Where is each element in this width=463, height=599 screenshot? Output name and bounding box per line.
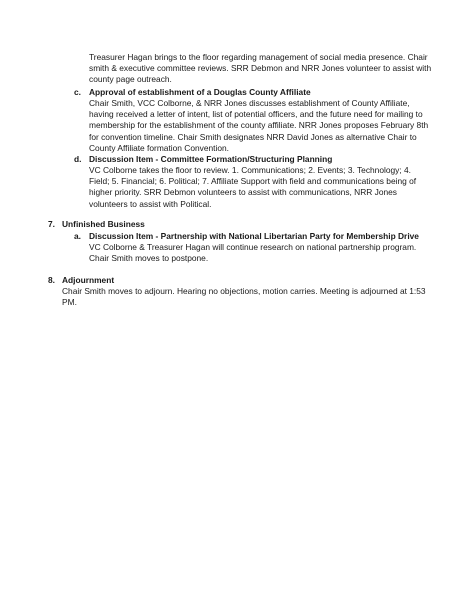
- item-c-body: [89, 98, 428, 154]
- section-7a-body: [89, 242, 416, 264]
- section-7a-heading: [89, 231, 419, 242]
- text-line: VC Colborne & Treasurer Hagan will continue research on national partnership program.: [89, 242, 417, 252]
- section-8-marker: 8.: [48, 275, 55, 285]
- item-d-title-text: Discussion Item - Committee Formation/Structuring Planning: [89, 154, 333, 164]
- text-line: higher priority. SRR Debmon volunteers to assist with communications, NRR Jones: [89, 187, 397, 198]
- text-line: smith & executive committee reviews. SRR Debmon and NRR Jones volunteer to assist with: [89, 63, 432, 74]
- item-d-marker: d.: [74, 154, 82, 164]
- item-c-heading: [74, 87, 81, 98]
- item-d-heading: [74, 154, 81, 165]
- item-c-title: [89, 87, 311, 98]
- text-line: county page outreach.: [89, 74, 172, 85]
- text-line: volunteers to assist with Political.: [89, 198, 212, 209]
- section-7-marker: 7.: [48, 219, 55, 229]
- section-7a-marker-wrap: [74, 231, 81, 242]
- item-c-title-text: Approval of establishment of a Douglas County Affiliate: [89, 87, 311, 97]
- section-8-body: [62, 286, 426, 308]
- item-d-body: [89, 165, 416, 210]
- text-line: membership for the establishment of the county affiliate. NRR Jones proposes February 8th: [89, 120, 429, 131]
- text-line: Chair Smith moves to postpone.: [89, 253, 209, 264]
- item-c-marker: c.: [74, 87, 81, 97]
- section-7-heading: [62, 219, 145, 230]
- text-line: Chair Smith moves to adjourn. Hearing no objections, motion carries. Meeting is adjourned at 1:53: [62, 286, 426, 296]
- text-line: having received a letter of intent, list of potential officers, and the future need for mailing to: [89, 109, 423, 120]
- section-7a-marker: a.: [74, 231, 81, 241]
- text-line: for convention timeline. Chair Smith designates NRR David Jones as alternative Chair to: [89, 131, 417, 142]
- item-d-title: [89, 154, 332, 165]
- text-line: VC Colborne takes the floor to review. 1. Communications; 2. Events; 3. Technology; 4.: [89, 165, 411, 175]
- section-8-title: Adjournment: [62, 275, 115, 285]
- text-line: Field; 5. Financial; 6. Political; 7. Affiliate Support with field and communications being of: [89, 176, 417, 187]
- section-7-title: Unfinished Business: [62, 219, 145, 229]
- section-8-marker-wrap: [48, 275, 55, 286]
- text-line: Chair Smith, VCC Colborne, & NRR Jones discusses establishment of County Affiliate,: [89, 98, 410, 108]
- section-8-heading: [62, 275, 114, 286]
- text-line: PM.: [62, 297, 77, 308]
- item-b-continuation: [89, 52, 431, 86]
- section-7a-title: Discussion Item - Partnership with National Libertarian Party for Membership Drive: [89, 231, 419, 241]
- text-line: Treasurer Hagan brings to the floor regarding management of social media presence. Chair: [89, 52, 428, 62]
- text-line: County Affiliate formation Convention.: [89, 142, 229, 153]
- section-7-marker-wrap: [48, 219, 55, 230]
